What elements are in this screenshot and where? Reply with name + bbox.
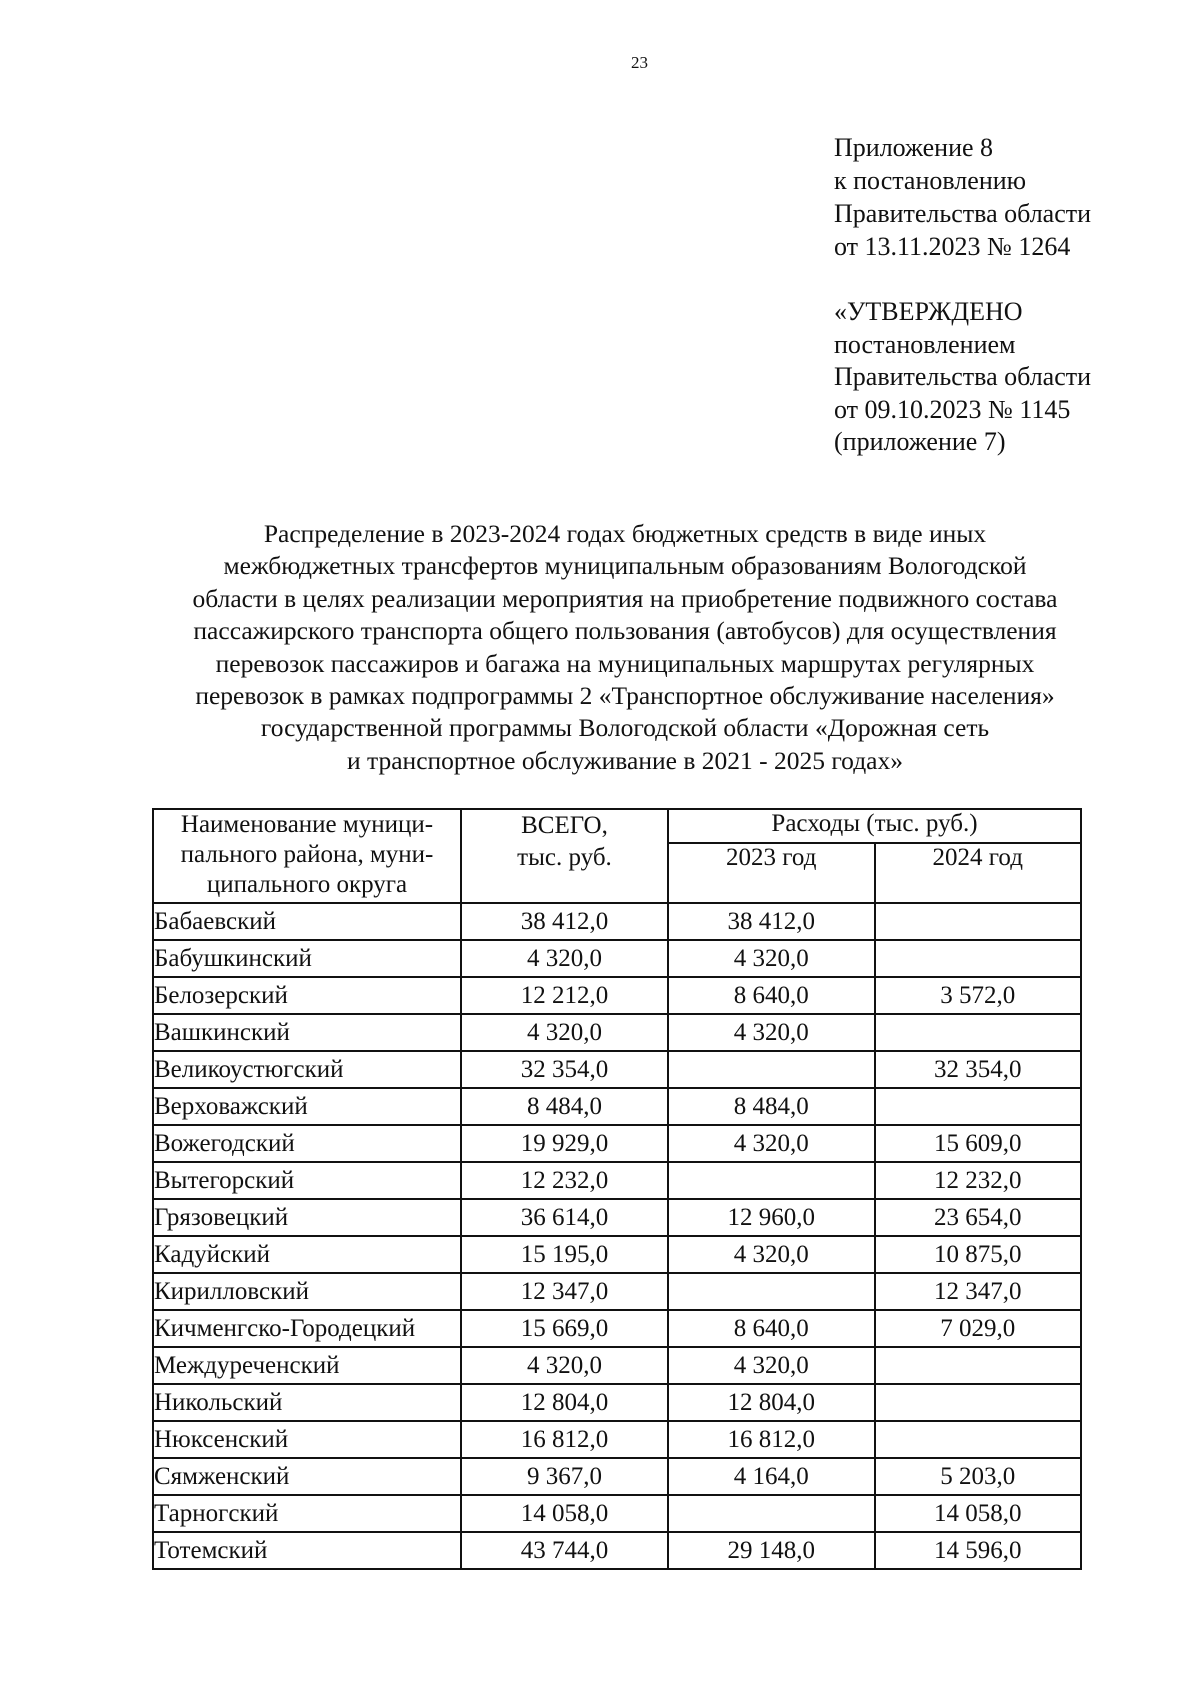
table-row bbox=[153, 1199, 1081, 1236]
approval-line: «УТВЕРЖДЕНО bbox=[834, 297, 1023, 326]
cell-2023: 29 148,0 bbox=[668, 1532, 875, 1569]
title-line: межбюджетных трансфертов муниципальным образованиям Вологодской bbox=[223, 551, 1027, 581]
cell-2023 bbox=[668, 1162, 875, 1199]
appendix-line: от 13.11.2023 № 1264 bbox=[834, 232, 1071, 261]
cell-2023: 8 640,0 bbox=[668, 977, 875, 1014]
cell-total: 15 669,0 bbox=[461, 1310, 668, 1347]
cell-2023: 16 812,0 bbox=[668, 1421, 875, 1458]
cell-total: 38 412,0 bbox=[461, 903, 668, 940]
cell-municipality: Великоустюгский bbox=[153, 1051, 461, 1088]
cell-2024: 32 354,0 bbox=[875, 1051, 1082, 1088]
cell-2024 bbox=[875, 1088, 1082, 1125]
approval-block bbox=[834, 296, 1091, 459]
cell-municipality: Бабушкинский bbox=[153, 940, 461, 977]
header-row bbox=[153, 809, 1081, 843]
cell-municipality: Вытегорский bbox=[153, 1162, 461, 1199]
cell-municipality: Грязовецкий bbox=[153, 1199, 461, 1236]
cell-municipality: Тарногский bbox=[153, 1495, 461, 1532]
cell-total: 19 929,0 bbox=[461, 1125, 668, 1162]
cell-2023: 4 320,0 bbox=[668, 1347, 875, 1384]
table-header bbox=[153, 809, 1081, 903]
cell-total: 43 744,0 bbox=[461, 1532, 668, 1569]
cell-municipality: Вожегодский bbox=[153, 1125, 461, 1162]
cell-2024: 12 347,0 bbox=[875, 1273, 1082, 1310]
cell-total: 4 320,0 bbox=[461, 1014, 668, 1051]
header-total bbox=[461, 809, 668, 903]
appendix-line: к постановлению bbox=[834, 166, 1027, 195]
table-body bbox=[153, 903, 1081, 1569]
header-municipality-line: Наименование муници- bbox=[180, 811, 434, 838]
distribution-table bbox=[152, 808, 1082, 1570]
cell-municipality: Кадуйский bbox=[153, 1236, 461, 1273]
title-line: перевозок пассажиров и багажа на муниципальных маршрутах регулярных bbox=[215, 648, 1035, 678]
table-row bbox=[153, 903, 1081, 940]
cell-total: 12 347,0 bbox=[461, 1273, 668, 1310]
cell-municipality: Сямженский bbox=[153, 1458, 461, 1495]
cell-total: 16 812,0 bbox=[461, 1421, 668, 1458]
table-row bbox=[153, 1125, 1081, 1162]
cell-municipality: Белозерский bbox=[153, 977, 461, 1014]
cell-2024: 5 203,0 bbox=[875, 1458, 1082, 1495]
header-municipality-line: ципального округа bbox=[206, 871, 408, 898]
table-row bbox=[153, 1236, 1081, 1273]
table-row bbox=[153, 1273, 1081, 1310]
cell-total: 4 320,0 bbox=[461, 940, 668, 977]
cell-municipality: Тотемский bbox=[153, 1532, 461, 1569]
table-row bbox=[153, 1310, 1081, 1347]
cell-total: 12 212,0 bbox=[461, 977, 668, 1014]
cell-2024 bbox=[875, 903, 1082, 940]
cell-2024: 23 654,0 bbox=[875, 1199, 1082, 1236]
cell-2023: 12 804,0 bbox=[668, 1384, 875, 1421]
cell-municipality: Кичменгско-Городецкий bbox=[153, 1310, 461, 1347]
header-total-line: тыс. руб. bbox=[517, 844, 612, 871]
cell-total: 12 804,0 bbox=[461, 1384, 668, 1421]
table-row bbox=[153, 977, 1081, 1014]
cell-2024 bbox=[875, 1384, 1082, 1421]
header-expenses: Расходы (тыс. руб.) bbox=[668, 809, 1081, 843]
cell-2023 bbox=[668, 1051, 875, 1088]
cell-2024: 14 596,0 bbox=[875, 1532, 1082, 1569]
table-row bbox=[153, 1347, 1081, 1384]
cell-municipality: Никольский bbox=[153, 1384, 461, 1421]
title-line: области в целях реализации мероприятия на приобретение подвижного состава bbox=[192, 583, 1058, 613]
cell-2024: 15 609,0 bbox=[875, 1125, 1082, 1162]
cell-2024 bbox=[875, 940, 1082, 977]
title-line: государственной программы Вологодской области «Дорожная сеть bbox=[260, 713, 990, 743]
table-row bbox=[153, 1051, 1081, 1088]
cell-2023: 38 412,0 bbox=[668, 903, 875, 940]
appendix-line: Правительства области bbox=[834, 199, 1092, 228]
cell-total: 12 232,0 bbox=[461, 1162, 668, 1199]
table-row bbox=[153, 1458, 1081, 1495]
table-row bbox=[153, 940, 1081, 977]
cell-2024: 3 572,0 bbox=[875, 977, 1082, 1014]
approval-line: от 09.10.2023 № 1145 bbox=[834, 394, 1071, 424]
cell-2024: 7 029,0 bbox=[875, 1310, 1082, 1347]
cell-2024 bbox=[875, 1421, 1082, 1458]
cell-2024: 14 058,0 bbox=[875, 1495, 1082, 1532]
table-row bbox=[153, 1532, 1081, 1569]
cell-2024 bbox=[875, 1347, 1082, 1384]
header-total-line: ВСЕГО, bbox=[521, 812, 608, 839]
cell-2024 bbox=[875, 1014, 1082, 1051]
approval-line: (приложение 7) bbox=[834, 427, 1006, 456]
appendix-block bbox=[834, 131, 1091, 263]
cell-total: 9 367,0 bbox=[461, 1458, 668, 1495]
cell-municipality: Кирилловский bbox=[153, 1273, 461, 1310]
title-line: перевозок в рамках подпрограммы 2 «Транспортное обслуживание населения» bbox=[195, 681, 1055, 711]
cell-2023: 8 484,0 bbox=[668, 1088, 875, 1125]
cell-2023: 4 320,0 bbox=[668, 1236, 875, 1273]
cell-municipality: Междуреченский bbox=[153, 1347, 461, 1384]
header-year-2023: 2023 год bbox=[668, 843, 875, 903]
cell-municipality: Верховажский bbox=[153, 1088, 461, 1125]
header-year-2024: 2024 год bbox=[875, 843, 1082, 903]
approval-line: постановлением bbox=[834, 329, 1016, 359]
cell-2023 bbox=[668, 1273, 875, 1310]
cell-2024: 12 232,0 bbox=[875, 1162, 1082, 1199]
title-line: и транспортное обслуживание в 2021 - 2025 годах» bbox=[347, 745, 903, 775]
cell-2023: 4 320,0 bbox=[668, 1125, 875, 1162]
table-row bbox=[153, 1384, 1081, 1421]
table-row bbox=[153, 1495, 1081, 1532]
title-line: пассажирского транспорта общего пользования (автобусов) для осуществления bbox=[193, 616, 1057, 646]
table-row bbox=[153, 1421, 1081, 1458]
cell-2023: 8 640,0 bbox=[668, 1310, 875, 1347]
cell-total: 15 195,0 bbox=[461, 1236, 668, 1273]
cell-2023: 4 164,0 bbox=[668, 1458, 875, 1495]
cell-total: 4 320,0 bbox=[461, 1347, 668, 1384]
cell-2023: 4 320,0 bbox=[668, 1014, 875, 1051]
table-row bbox=[153, 1014, 1081, 1051]
title-line: Распределение в 2023-2024 годах бюджетных средств в виде иных bbox=[263, 519, 987, 548]
header-municipality-line: пального района, муни- bbox=[180, 841, 434, 868]
cell-municipality: Вашкинский bbox=[153, 1014, 461, 1051]
cell-2023 bbox=[668, 1495, 875, 1532]
cell-municipality: Нюксенский bbox=[153, 1421, 461, 1458]
cell-total: 8 484,0 bbox=[461, 1088, 668, 1125]
document-title bbox=[120, 518, 1130, 777]
appendix-line: Приложение 8 bbox=[834, 133, 994, 162]
header-municipality bbox=[153, 809, 461, 903]
table-row bbox=[153, 1162, 1081, 1199]
cell-total: 14 058,0 bbox=[461, 1495, 668, 1532]
cell-2024: 10 875,0 bbox=[875, 1236, 1082, 1273]
table-row bbox=[153, 1088, 1081, 1125]
cell-2023: 12 960,0 bbox=[668, 1199, 875, 1236]
page-number: 23 bbox=[631, 53, 648, 72]
cell-total: 32 354,0 bbox=[461, 1051, 668, 1088]
cell-2023: 4 320,0 bbox=[668, 940, 875, 977]
approval-line: Правительства области bbox=[834, 362, 1092, 391]
cell-municipality: Бабаевский bbox=[153, 903, 461, 940]
cell-total: 36 614,0 bbox=[461, 1199, 668, 1236]
